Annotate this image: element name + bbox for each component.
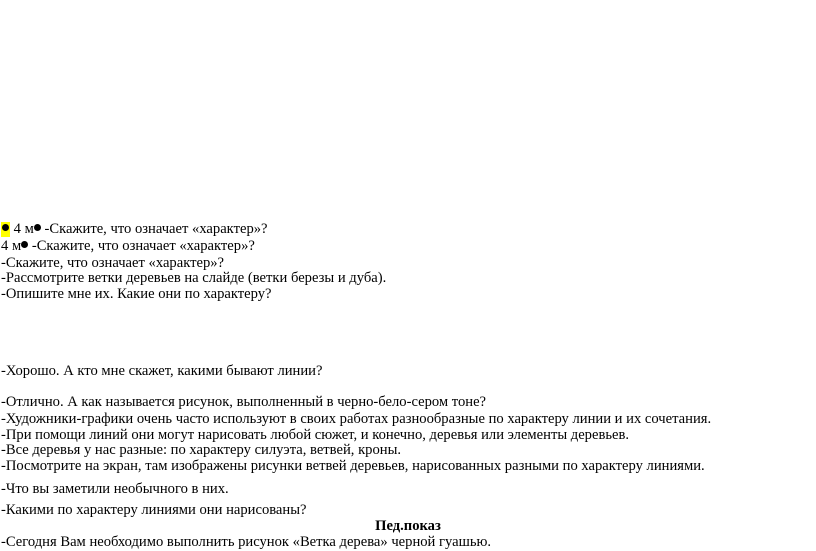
text-line-12: -Что вы заметили необычного в них. [1, 481, 229, 497]
line-prefix: 4 м [13, 221, 34, 237]
line-text: -Скажите, что означает «характер»? [40, 221, 268, 237]
text-line-4: -Рассмотрите ветки деревьев на слайде (ветки березы и дуба). [1, 270, 387, 286]
bullet-icon [34, 224, 41, 231]
text-line-11: -Посмотрите на экран, там изображены рисунки ветвей деревьев, нарисованных разными по характеру линиями. [1, 458, 705, 474]
text-line-5: -Опишите мне их. Какие они по характеру? [1, 286, 272, 302]
text-line-10: -Все деревья у нас разные: по характеру силуэта, ветвей, кроны. [1, 442, 402, 458]
text-line-1 [1, 221, 268, 238]
text-line-6: -Хорошо. А кто мне скажет, какими бывают линии? [1, 363, 323, 379]
line-prefix: 4 м [1, 238, 22, 254]
text-line-14: -Сегодня Вам необходимо выполнить рисунок «Ветка дерева» черной гуашью. [1, 534, 492, 550]
text-line-8: -Художники-графики очень часто используют в своих работах разнообразные по характеру линии и их сочетания. [1, 411, 712, 427]
text-line-13: -Какими по характеру линиями они нарисованы? [1, 502, 307, 518]
section-heading: Пед.показ [375, 518, 441, 534]
text-line-7: -Отлично. А как называется рисунок, выполненный в черно-бело-сером тоне? [1, 394, 487, 410]
text-line-2 [1, 238, 255, 255]
text-line-3: -Скажите, что означает «характер»? [1, 255, 225, 271]
highlighted-bullet [1, 222, 10, 237]
text-line-9: -При помощи линий они могут нарисовать любой сюжет, и конечно, деревья или элементы деревьев. [1, 427, 630, 443]
line-text: -Скажите, что означает «характер»? [28, 238, 255, 254]
bullet-icon [2, 224, 9, 231]
